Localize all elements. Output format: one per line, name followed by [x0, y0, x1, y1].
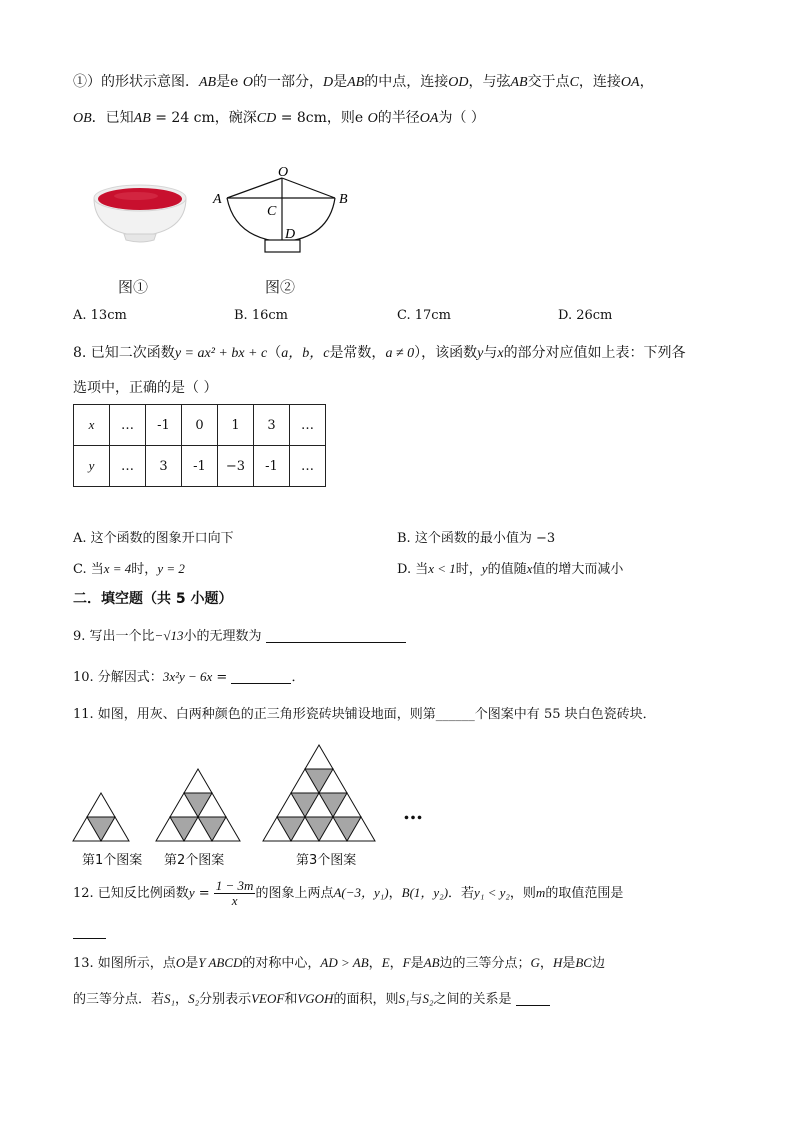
q8-function: y = ax² + bx + c	[174, 346, 268, 361]
table-cell: …	[290, 446, 326, 487]
pattern-1	[73, 793, 129, 841]
q7-text: 是	[216, 74, 231, 90]
q9-text: 9. 写出一个比	[73, 629, 155, 644]
pattern-3-caption: 第3个图案	[296, 853, 357, 868]
table-cell: -1	[182, 446, 218, 487]
q7-text: ．已知	[91, 110, 134, 126]
table-cell: 3	[254, 405, 290, 446]
q7-text: = 24 cm，碗深	[150, 110, 257, 126]
q13-text: 的三等分点．若	[73, 992, 165, 1007]
point-a: A(−3，y₁)	[333, 885, 389, 900]
q10-text: =	[212, 670, 232, 685]
q7-text: = 8cm，则	[276, 110, 355, 126]
q8-coefficients: a，b，c	[281, 346, 330, 361]
q13-text: 和	[284, 992, 298, 1007]
q13-text: 的对称中心，	[242, 956, 321, 971]
q7-text: ，与弦	[468, 74, 511, 90]
q13-text: 边的三等分点；	[439, 956, 531, 971]
q8-value-table	[73, 404, 326, 487]
point-o: O	[175, 955, 186, 970]
fraction-numerator: 1 − 3m	[215, 878, 254, 893]
q9-answer-blank[interactable]	[266, 628, 406, 643]
var-m: m	[535, 885, 546, 900]
pattern-1-caption: 第1个图案	[82, 853, 143, 868]
q8-text: 值的增大而减小	[532, 562, 624, 577]
q8-text: 时，	[131, 562, 158, 577]
q13-text: 分别表示	[199, 992, 252, 1007]
q8-condition: a ≠ 0	[385, 346, 415, 361]
table-cell: y	[74, 446, 110, 487]
segment-od: OD	[448, 75, 469, 90]
q7-text: 的一部分，	[252, 74, 323, 90]
q8-text: 是常数，	[329, 345, 386, 361]
point-g: G	[530, 955, 540, 970]
q12-text: 12. 已知反比例函数	[73, 886, 189, 901]
q10-text: 10. 分解因式：	[73, 670, 163, 685]
point-d: D	[322, 75, 334, 90]
table-cell: 1	[218, 405, 254, 446]
q13-text: 13. 如图所示，点	[73, 956, 176, 971]
segment-cd: CD	[256, 111, 277, 126]
q13-text: ，	[539, 956, 553, 971]
segment-ab: AB	[133, 111, 151, 126]
q10-answer-blank[interactable]	[231, 669, 291, 684]
q8-line1	[73, 343, 686, 364]
table-cell: -1	[254, 446, 290, 487]
q8-text: 时，	[455, 562, 482, 577]
table-row	[74, 405, 326, 446]
q7-line2	[73, 108, 485, 129]
q8-text: 与	[483, 345, 498, 361]
q8-text: （	[267, 345, 282, 361]
point-f: F	[402, 955, 411, 970]
arc-adb	[227, 198, 335, 242]
q12-text: =	[194, 886, 214, 901]
q13-inequality: AD > AB	[320, 955, 369, 970]
q13-text: 是	[185, 956, 199, 971]
circle-symbol: e	[230, 74, 239, 90]
q12-text: ．若	[448, 886, 475, 901]
q8-text: D. 当	[397, 562, 429, 577]
bowl-highlight	[114, 192, 158, 200]
q8-expr: x	[526, 561, 533, 576]
area-s1: S₁	[398, 991, 410, 1006]
q13-text: 边	[591, 956, 605, 971]
q8-text: 的部分对应值如上表：下列各	[503, 345, 686, 361]
q8-option-b[interactable]: B. 这个函数的最小值为 −3	[397, 531, 556, 546]
q8-text: 的值随	[487, 562, 527, 577]
q7-text: 的半径	[377, 110, 420, 126]
q13-text: 是	[410, 956, 424, 971]
arc-ab: AB	[347, 75, 365, 90]
triangle-eof: VEOF	[251, 991, 285, 1006]
q12	[73, 877, 623, 910]
q12-text: ，	[388, 886, 402, 901]
segment-oa-line	[227, 178, 282, 198]
table-cell: …	[110, 405, 146, 446]
q8-text: ），该函数	[414, 345, 478, 361]
q7-option-a[interactable]: A. 13cm	[73, 308, 127, 323]
fig1-caption: 图①	[118, 278, 149, 296]
segment-ob: OB	[73, 111, 92, 126]
area-s2: S₂	[422, 991, 434, 1006]
table-cell: …	[290, 405, 326, 446]
label-c: C	[267, 204, 277, 219]
q7-text: ，连接	[578, 74, 621, 90]
q12-fraction	[214, 879, 256, 908]
pattern-2-caption: 第2个图案	[164, 853, 225, 868]
table-cell: −3	[218, 446, 254, 487]
q13-text: 之间的关系是	[433, 992, 512, 1007]
q7-option-b[interactable]: B. 16cm	[234, 308, 288, 323]
q8-option-c[interactable]	[73, 558, 185, 577]
q7-text: 为（ ）	[438, 110, 485, 126]
q11-text: 11. 如图，用灰、白两种颜色的正三角形瓷砖块铺设地面，则第______个图案中有 55 块白色瓷砖块．	[73, 707, 656, 722]
q8-text: C. 当	[73, 562, 104, 577]
section-title: 二．填空题（共 5 小题）	[73, 591, 233, 607]
pattern-2	[156, 769, 240, 841]
point-o: O	[242, 75, 253, 90]
q13-answer-blank[interactable]	[516, 991, 550, 1006]
q12-text: ，则	[509, 886, 536, 901]
q13-text: ，	[175, 992, 189, 1007]
bowl-figure	[90, 180, 190, 250]
q12-condition: y₁ < y₂	[474, 885, 510, 900]
fig2-caption: 图②	[265, 278, 296, 296]
q8-option-a[interactable]: A. 这个函数的图象开口向下	[73, 531, 234, 546]
q7-option-c[interactable]: C. 17cm	[397, 308, 451, 323]
var-x: x	[497, 346, 504, 361]
circle-symbol: e	[354, 110, 364, 126]
table-cell: x	[74, 405, 110, 446]
q10-expr: 3x²y − 6x	[162, 669, 213, 684]
q9-expr: −√13	[154, 628, 184, 643]
q7-text: ①）的形状示意图．	[73, 74, 199, 90]
q13-line1	[73, 953, 605, 974]
q8-text: 8. 已知二次函数	[73, 345, 175, 361]
q8-option-d[interactable]	[397, 558, 623, 577]
table-cell: …	[110, 446, 146, 487]
area-s1: S₁	[164, 991, 176, 1006]
table-cell: -1	[146, 405, 182, 446]
q8-expr: x = 4	[103, 561, 132, 576]
triangle-goh: VGOH	[297, 991, 334, 1006]
segment-oa: OA	[620, 75, 640, 90]
q13-text: 的面积，则	[333, 992, 399, 1007]
point-e: E	[381, 955, 390, 970]
q12-answer-blank[interactable]	[73, 937, 106, 939]
point-c: C	[569, 75, 579, 90]
segment-ab: AB	[423, 955, 440, 970]
label-a: A	[213, 192, 222, 207]
label-o: O	[278, 165, 289, 180]
segment-ab: AB	[510, 75, 528, 90]
q13-text: 是	[562, 956, 576, 971]
fraction-denominator: x	[231, 893, 238, 908]
q8-expr: y	[481, 561, 488, 576]
q7-text: ，	[639, 74, 654, 90]
q13-text: ，	[389, 956, 403, 971]
segment-oa: OA	[419, 111, 439, 126]
continuation-dots: …	[403, 800, 423, 824]
segment-bc: BC	[575, 955, 592, 970]
point-h: H	[552, 955, 563, 970]
q13-text: ，	[368, 956, 382, 971]
table-cell: 3	[146, 446, 182, 487]
q8-expr: x < 1	[428, 561, 456, 576]
area-s2: S₂	[188, 991, 200, 1006]
var-y: y	[188, 885, 195, 900]
q13-text: 与	[409, 992, 423, 1007]
table-cell: 0	[182, 405, 218, 446]
label-d: D	[285, 227, 296, 242]
q13-line2	[73, 989, 550, 1010]
q7-text: 的中点，连接	[364, 74, 449, 90]
label-b: B	[339, 192, 348, 207]
q7-option-d[interactable]: D. 26cm	[558, 308, 613, 323]
q12-text: 的取值范围是	[545, 886, 624, 901]
table-row	[74, 446, 326, 487]
q7-text: 交于点	[527, 74, 570, 90]
bowl-foot	[124, 234, 156, 242]
parallelogram-abcd: Y ABCD	[198, 955, 243, 970]
q10	[73, 667, 304, 688]
q8-expr: y = 2	[157, 561, 185, 576]
q9-text: 小的无理数为	[183, 629, 262, 644]
triangle-patterns	[70, 735, 430, 845]
q7-line1	[73, 72, 654, 93]
q10-text: ．	[291, 670, 305, 685]
var-y: y	[477, 346, 484, 361]
arc-ab: AB	[199, 75, 217, 90]
point-b: B(1，y₂)	[401, 885, 449, 900]
q8-line2: 选项中，正确的是（ ）	[73, 380, 218, 396]
bowl-diagram	[205, 160, 365, 260]
q7-text: 是	[333, 74, 348, 90]
q12-text: 的图象上两点	[255, 886, 334, 901]
segment-ob-line	[282, 178, 335, 198]
point-o: O	[367, 111, 378, 126]
q9	[73, 626, 406, 647]
pattern-3	[263, 745, 375, 841]
